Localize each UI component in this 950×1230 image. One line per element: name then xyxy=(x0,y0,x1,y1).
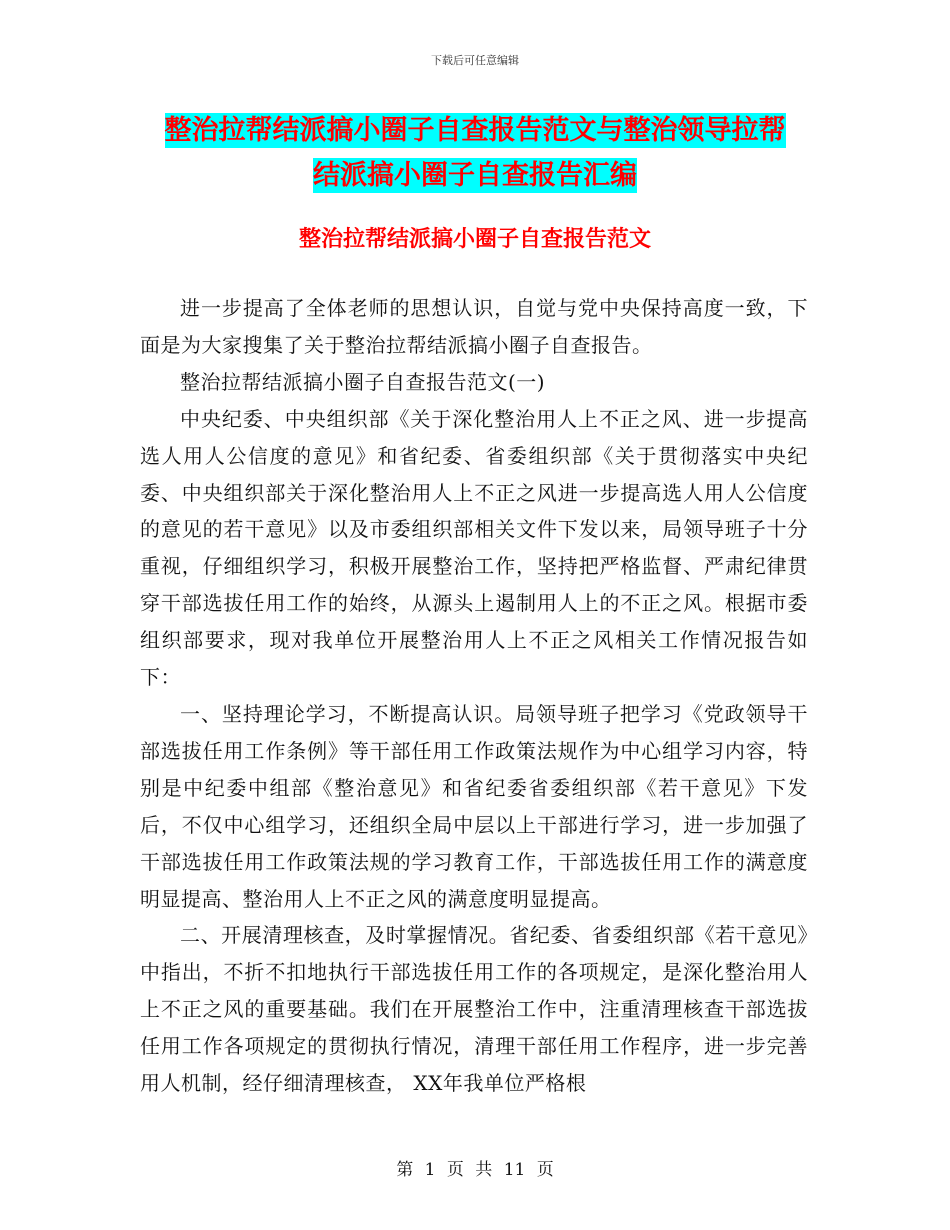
paragraph-point-one: 一、坚持理论学习，不断提高认识。局领导班子把学习《党政领导干部选拔任用工作条例》等干部任用工作政策法规作为中心组学习内容，特别是中纪委中组部《整治意见》和省纪委省委组织部《若干意见》下发后，不仅中心组学习，还组织全局中层以上干部进行学习，进一步加强了干部选拔任用工作政策法规的学习教育工作，干部选拔任用工作的满意度明显提高、整治用人上不正之风的满意度明显提高。 xyxy=(140,701,808,911)
paragraph-intro: 进一步提高了全体老师的思想认识，自觉与党中央保持高度一致，下面是为大家搜集了关于整治拉帮结派搞小圈子自查报告。 xyxy=(140,296,808,357)
header-note: 下载后可任意编辑 xyxy=(431,54,519,67)
section-title: 整治拉帮结派搞小圈子自查报告范文 xyxy=(298,227,651,252)
page-footer: 第 1 页 共 11 页 xyxy=(396,1160,554,1180)
paragraph-point-two: 二、开展清理核查，及时掌握情况。省纪委、省委组织部《若干意见》中指出，不折不扣地执行干部选拔任用工作的各项规定，是深化整治用人上不正之风的重要基础。我们在开展整治工作中，注重清理核查干部选拔任用工作各项规定的贯彻执行情况，清理干部任用工作程序，进一步完善用人机制，经仔细清理核查， XX年我单位严格根 xyxy=(140,923,808,1096)
paragraph-subheading: 整治拉帮结派搞小圈子自查报告范文(一) xyxy=(180,369,546,394)
body-text xyxy=(140,290,808,1102)
document-title-line-1: 整治拉帮结派搞小圈子自查报告范文与整治领导拉帮 xyxy=(164,115,786,146)
paragraph-background: 中央纪委、中央组织部《关于深化整治用人上不正之风、进一步提高选人用人公信度的意见》和省纪委、省委组织部《关于贯彻落实中央纪委、中央组织部关于深化整治用人上不正之风进一步提高选人用人公信度的意见的若干意见》以及市委组织部相关文件下发以来，局领导班子十分重视，仔细组织学习，积极开展整治工作，坚持把严格监督、严肃纪律贯穿干部选拔任用工作的始终，从源头上遏制用人上的不正之风。根据市委组织部要求，现对我单位开展整治用人上不正之风相关工作情况报告如下： xyxy=(140,406,808,690)
document-title-line-2: 结派搞小圈子自查报告汇编 xyxy=(313,160,637,191)
document-title xyxy=(120,108,830,198)
